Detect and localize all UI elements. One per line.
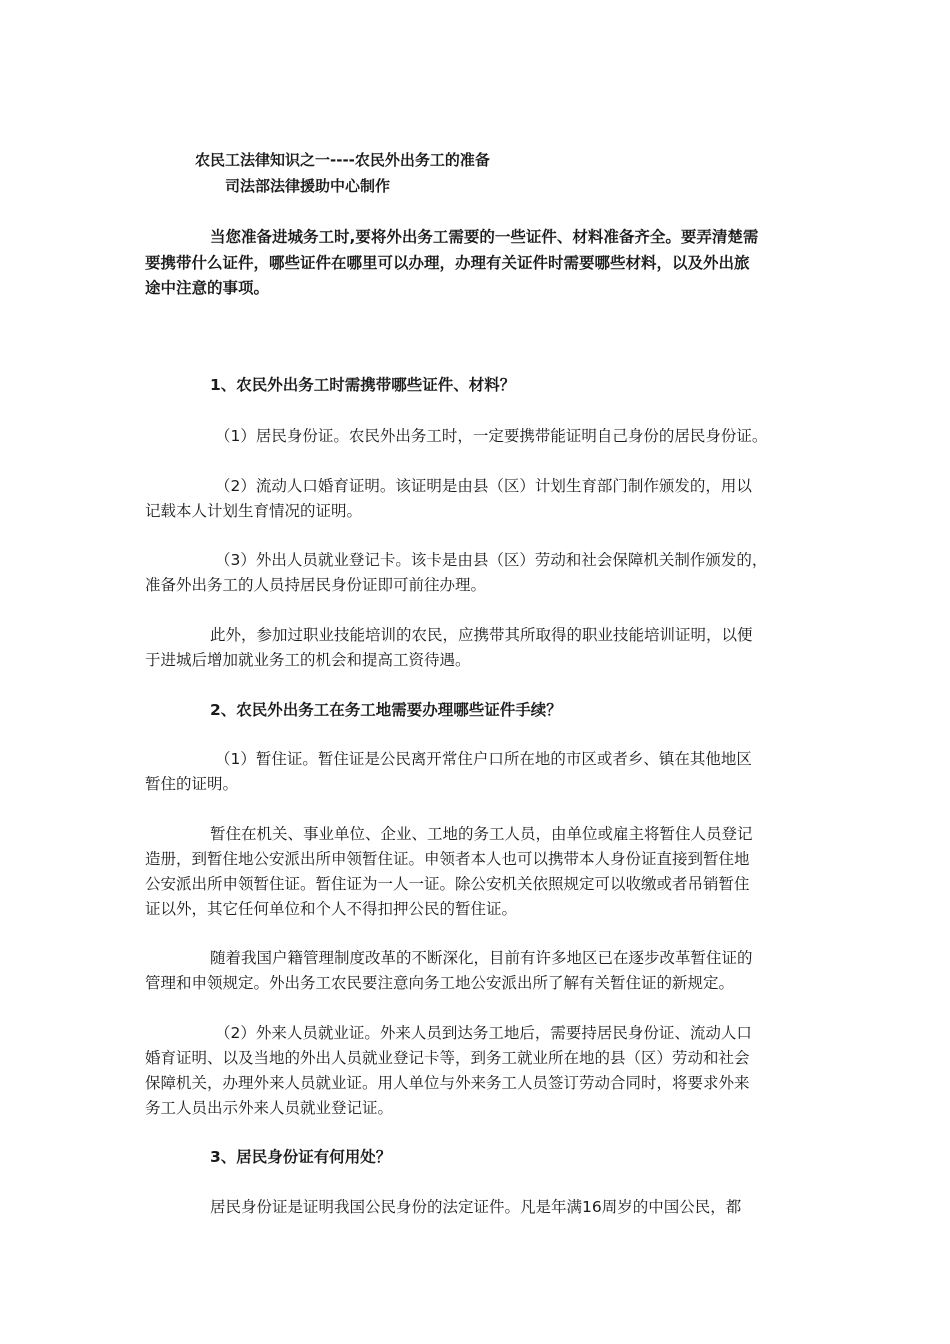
paragraph-line: 暂住在机关、事业单位、企业、工地的务工人员，由单位或雇主将暂住人员登记 [210, 825, 753, 843]
paragraph-line: （3）外出人员就业登记卡。该卡是由县（区）劳动和社会保障机关制作颁发的， [215, 551, 768, 569]
paragraph-line: 公安派出所申领暂住证。暂住证为一人一证。除公安机关依照规定可以收缴或者吊销暂住 [145, 875, 750, 893]
paragraph-line: 造册，到暂住地公安派出所申领暂住证。申领者本人也可以携带本人身份证直接到暂住地 [145, 850, 750, 868]
section-heading-3: 3、居民身份证有何用处？ [210, 1148, 392, 1166]
paragraph-line: 随着我国户籍管理制度改革的不断深化，目前有许多地区已在逐步改革暂住证的 [210, 949, 753, 967]
paragraph-line: 务工人员出示外来人员就业登记证。 [145, 1099, 394, 1117]
paragraph-line: 暂住的证明。 [145, 775, 239, 793]
paragraph-line: 此外，参加过职业技能培训的农民，应携带其所取得的职业技能培训证明，以便 [210, 626, 753, 644]
paragraph-line: 居民身份证是证明我国公民身份的法定证件。凡是年满16周岁的中国公民，都 [210, 1198, 742, 1216]
paragraph-line: 婚育证明、以及当地的外出人员就业登记卡等，到务工就业所在地的县（区）劳动和社会 [145, 1049, 750, 1067]
doc-author: 司法部法律援助中心制作 [225, 177, 391, 195]
paragraph-line: （2）外来人员就业证。外来人员到达务工地后，需要持居民身份证、流动人口 [215, 1024, 752, 1042]
intro-line: 途中注意的事项。 [145, 279, 270, 297]
intro-line: 要携带什么证件，哪些证件在哪里可以办理，办理有关证件时需要哪些材料，以及外出旅 [145, 254, 750, 272]
paragraph-line: （2）流动人口婚育证明。该证明是由县（区）计划生育部门制作颁发的，用以 [215, 477, 752, 495]
paragraph-line: 管理和申领规定。外出务工农民要注意向务工地公安派出所了解有关暂住证的新规定。 [145, 974, 735, 992]
paragraph-line: 准备外出务工的人员持居民身份证即可前往办理。 [145, 576, 487, 594]
paragraph-line: （1）居民身份证。农民外出务工时，一定要携带能证明自己身份的居民身份证。 [215, 427, 768, 445]
paragraph-line: 记载本人计划生育情况的证明。 [145, 502, 363, 520]
paragraph-line: 保障机关，办理外来人员就业证。用人单位与外来务工人员签订劳动合同时，将要求外来 [145, 1074, 750, 1092]
doc-title: 农民工法律知识之一----农民外出务工的准备 [195, 151, 490, 169]
section-heading-2: 2、农民外出务工在务工地需要办理哪些证件手续？ [210, 701, 562, 719]
paragraph-line: （1）暂住证。暂住证是公民离开常住户口所在地的市区或者乡、镇在其他地区 [215, 750, 752, 768]
paragraph-line: 于进城后增加就业务工的机会和提高工资待遇。 [145, 651, 471, 669]
section-heading-1: 1、农民外出务工时需携带哪些证件、材料？ [210, 376, 516, 394]
intro-line: 当您准备进城务工时,要将外出务工需要的一些证件、材料准备齐全。要弄清楚需 [210, 228, 759, 246]
paragraph-line: 证以外，其它任何单位和个人不得扣押公民的暂住证。 [145, 900, 518, 918]
